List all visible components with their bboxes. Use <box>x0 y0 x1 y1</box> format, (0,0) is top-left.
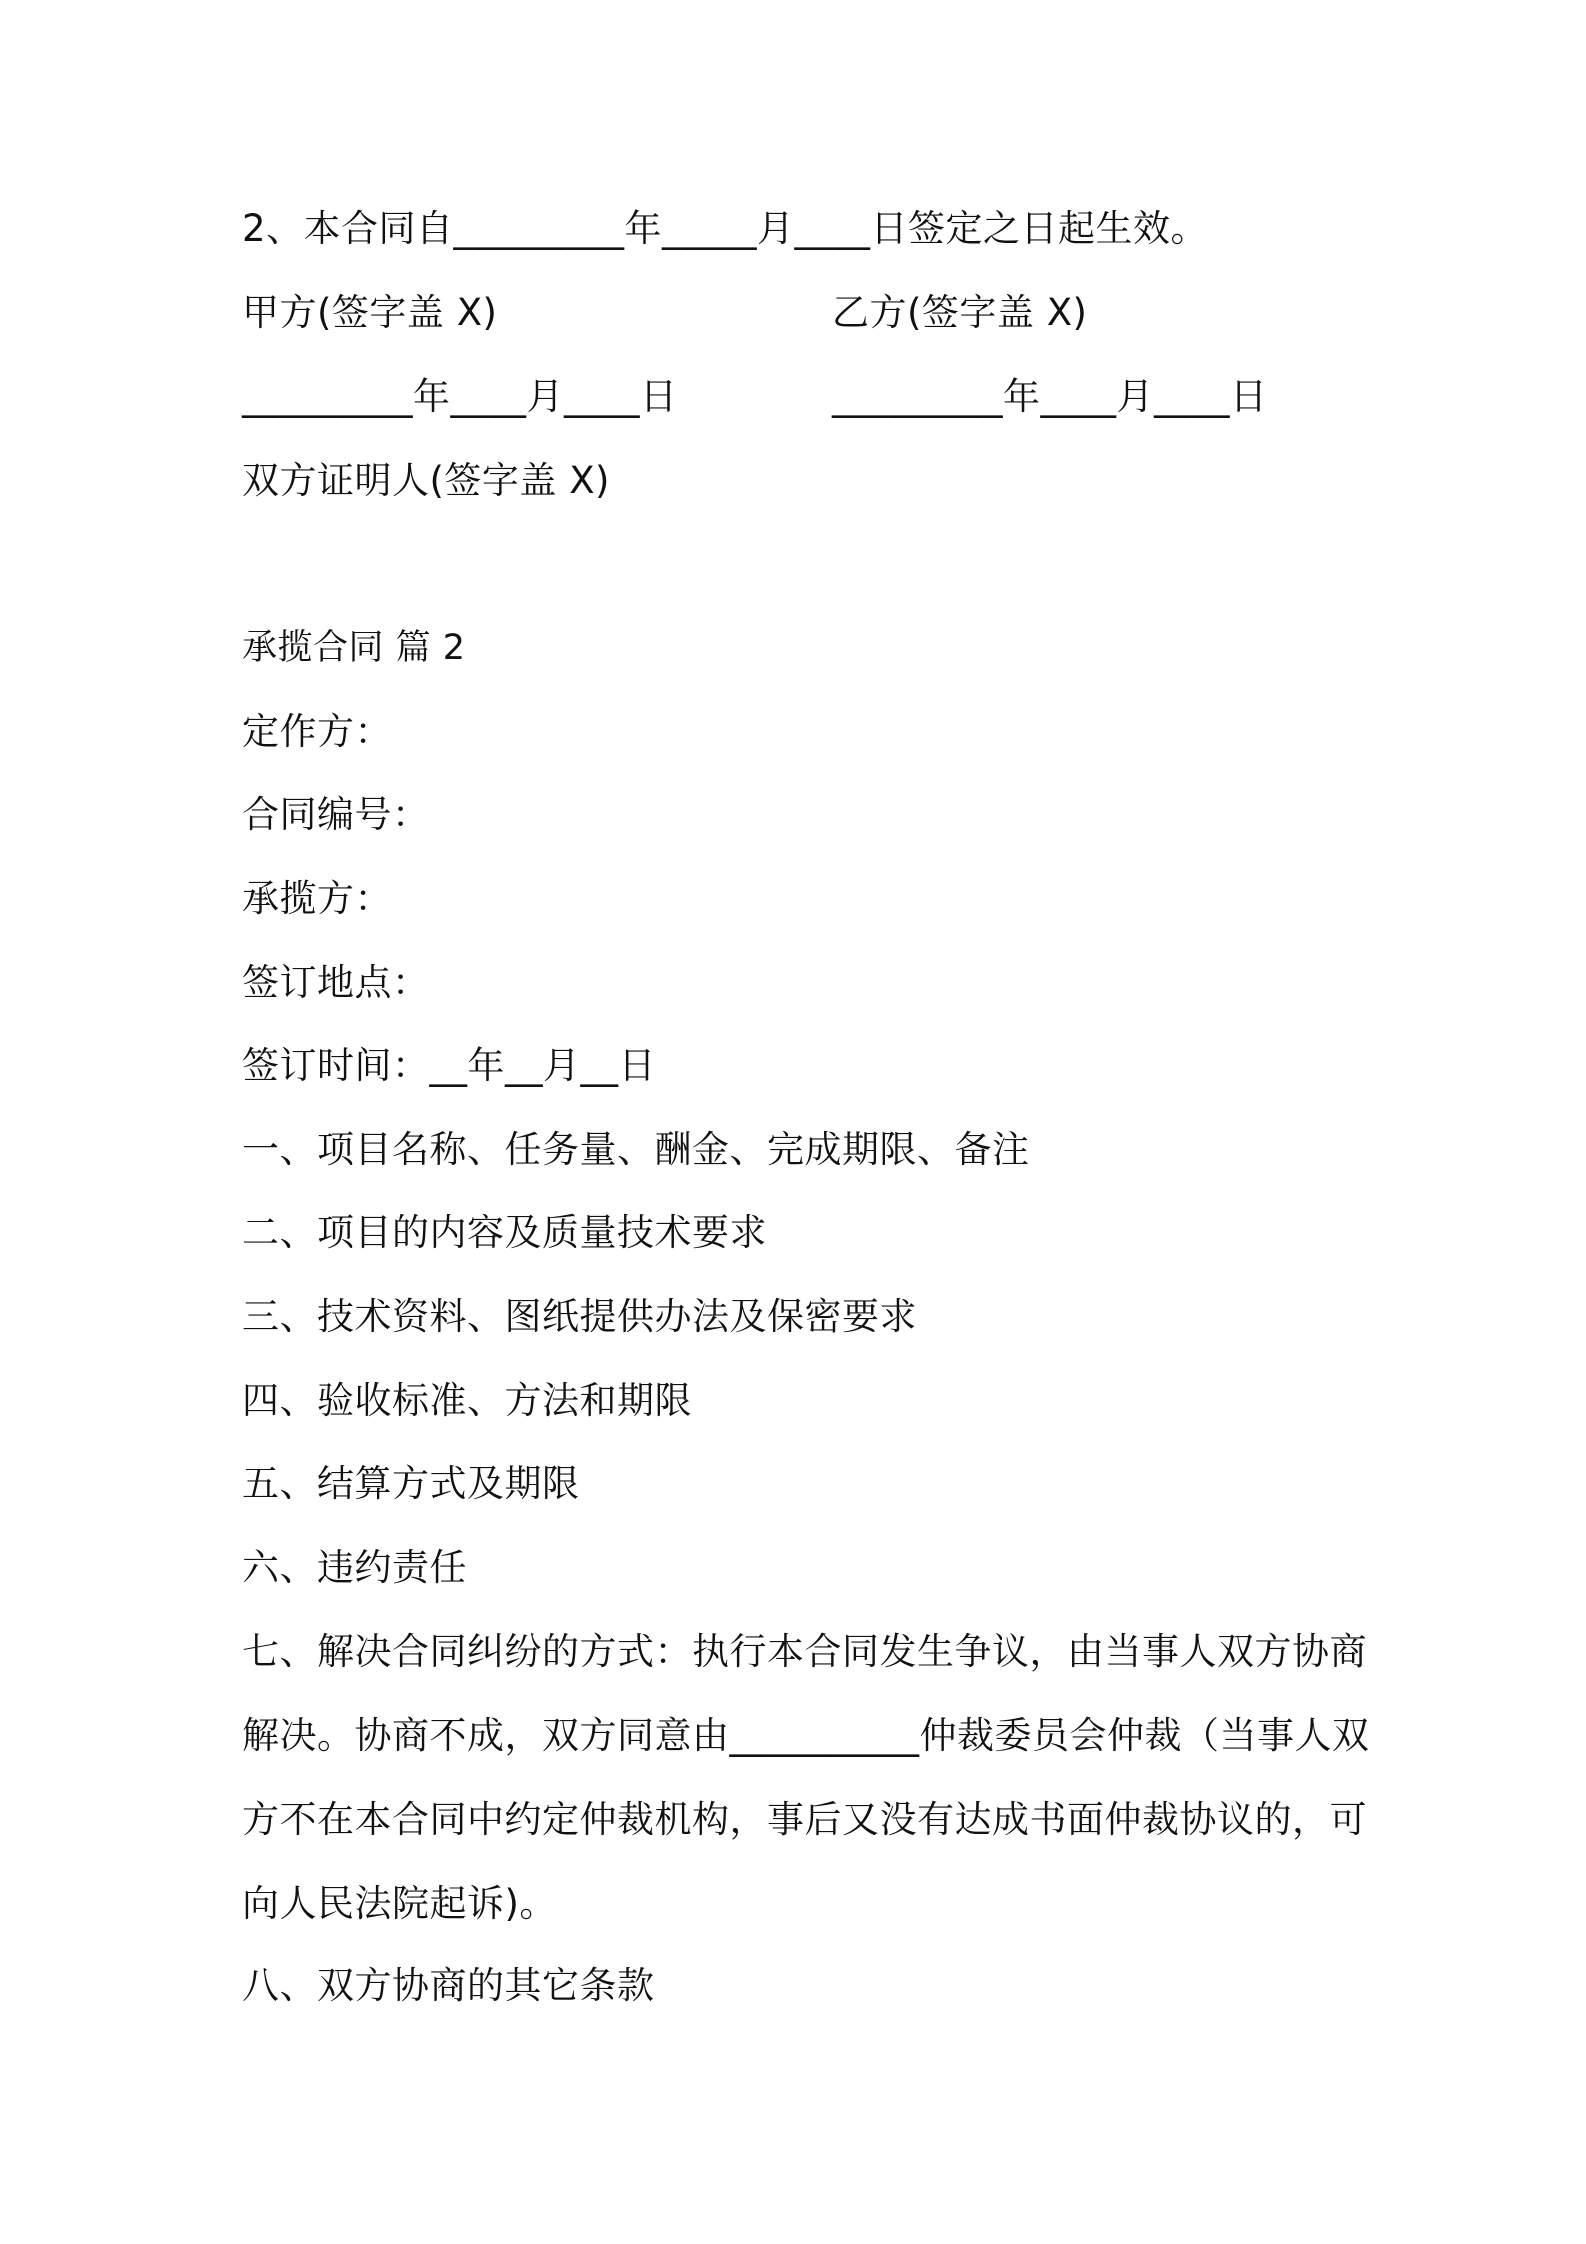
clause-3: 三、技术资料、图纸提供办法及保密要求 <box>242 1295 917 1338</box>
sign-place-field: 签订地点： <box>242 961 430 1004</box>
clause-7-line: 七、解决合同纠纷的方式：执行本合同发生争议，由当事人双方协商 <box>242 1630 1367 1673</box>
clause-5: 五、结算方式及期限 <box>242 1462 580 1505</box>
clause-4: 四、验收标准、方法和期限 <box>242 1379 692 1422</box>
clause-6: 六、违约责任 <box>242 1546 467 1589</box>
contractor-field: 承揽方： <box>242 877 392 920</box>
clause-2: 二、项目的内容及质量技术要求 <box>242 1211 767 1254</box>
witness-signature: 双方证明人(签字盖 X) <box>242 459 610 502</box>
clause-7-line: 方不在本合同中约定仲裁机构，事后又没有达成书面仲裁协议的，可 <box>242 1798 1367 1841</box>
sign-time-field: 签订时间：__年__月__日 <box>242 1044 656 1087</box>
clause-8: 八、双方协商的其它条款 <box>242 1964 655 2007</box>
party-a-date: _________年____月____日 <box>242 375 678 418</box>
party-b-signature: 乙方(签字盖 X) <box>832 291 1088 334</box>
orderer-field: 定作方： <box>242 710 392 753</box>
contract-number-field: 合同编号： <box>242 793 430 836</box>
effective-date-line: 2、本合同自_________年_____月____日签定之日起生效。 <box>242 207 1209 250</box>
clause-7-line: 解决。协商不成，双方同意由__________仲裁委员会仲裁（当事人双 <box>242 1714 1370 1757</box>
clause-7-line: 向人民法院起诉)。 <box>242 1882 557 1925</box>
party-b-date: _________年____月____日 <box>832 375 1268 418</box>
clause-7-paragraph <box>242 1610 1370 1946</box>
clause-1: 一、项目名称、任务量、酬金、完成期限、备注 <box>242 1128 1030 1171</box>
section-heading: 承揽合同 篇 2 <box>242 628 466 668</box>
party-a-signature: 甲方(签字盖 X) <box>242 291 498 334</box>
